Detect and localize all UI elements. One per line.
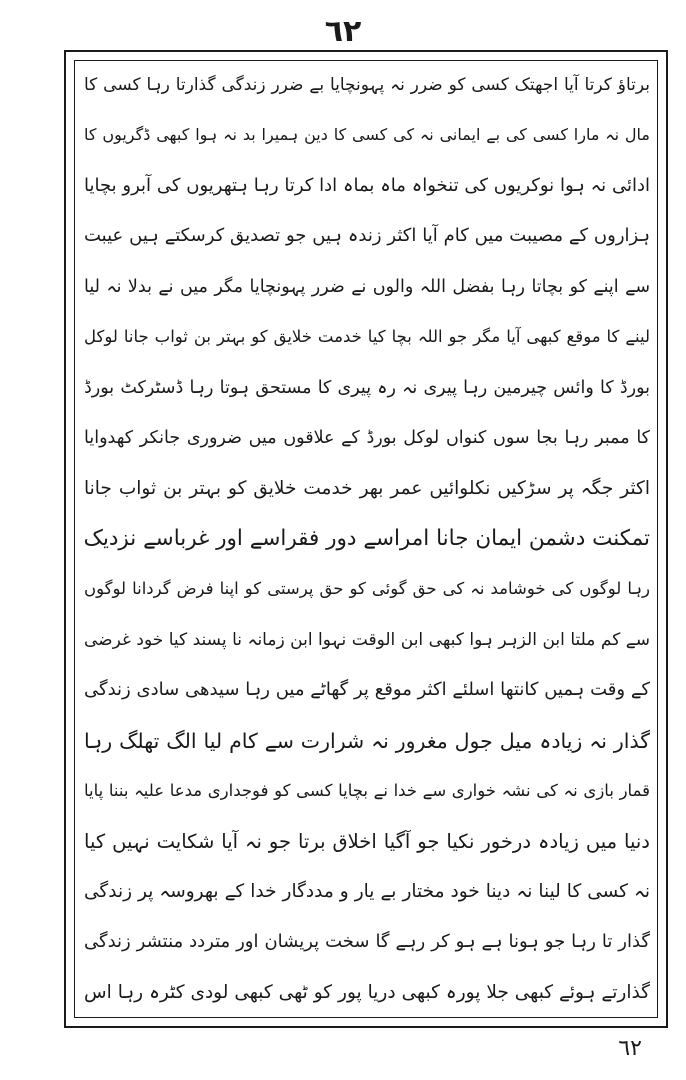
text-line: گذار نہ زیادہ میل جول مغرور نہ شرارت سے کام لیا الگ تھلگ رہا [84, 728, 650, 753]
text-line: دنیا میں زیادہ درخور نکیا جو آگیا اخلاق برتا جو نہ آیا شکایت نہیں کیا [84, 829, 650, 853]
body-text [84, 64, 650, 1014]
text-line: بورڈ کا وائس چیرمین رہا پیری نہ رہ پیری کا مستحق ہوتا رہا ڈسٹرکٹ بورڈ [84, 377, 650, 398]
text-line: گذارتے ہوئے کبھی جلا پورہ کبھی دریا پور کو ٹھی کبھی لودی کٹرہ رہا اس [84, 981, 650, 1003]
text-line: سے کم ملتا ابن الزہر ہوا کبھی ابن الوقت نہوا ابن زمانہ نا پسند کیا خود غرضی [84, 629, 650, 650]
text-line: قمار بازی نہ کی نشہ خواری سے خدا نے بچایا کسی کو فوجداری مدعا علیہ بننا پایا [84, 781, 650, 801]
text-line: رہا لوگوں کی خوشامد نہ کی حق گوئی کو حق پرستی کو اپنا فرض گردانا لوگوں [84, 579, 650, 599]
text-line: گذار تا رہا جو ہونا ہے ہو کر رہے گا سخت پریشان اور متردد منتشر زندگی [84, 931, 650, 953]
text-line: کا ممبر رہا بجا سوں کنواں لوکل بورڈ کے علاقوں میں ضروری جانکر کھدوایا [84, 428, 650, 449]
text-line: برتاؤ کرتا آیا اجھتک کسی کو ضرر نہ پہونچایا بے ضرر زندگی گذارتا رہا کسی کا [84, 75, 650, 95]
text-line: ادائی نہ ہوا نوکریوں کی تنخواہ ماہ بماہ ادا کرتا رہا ہتھریوں کی آبرو بچایا [84, 174, 650, 196]
text-line: نہ کسی کا لینا نہ دینا خود مختار بے یار و مددگار خدا کے بھروسہ پر زندگی [84, 881, 650, 902]
text-line: ہزاروں کے مصیبت میں کام آیا اکثر زندہ ہیں جو تصدیق کرسکتے ہیں عیبت [84, 225, 650, 247]
text-line: مال نہ مارا کسی کی بے ایمانی نہ کی کسی کا دین ہمیرا بد نہ ہوا کبھی ڈگریوں کا [84, 125, 650, 145]
text-line: تمکنت دشمن ایمان جانا امراسے دور فقراسے اور غرباسے نزدیک [84, 525, 650, 551]
text-line: اکثر جگہ پر سڑکیں نکلوائیں عمر بھر خدمت خلایق کو بہتر بن ثواب جانا [84, 477, 650, 499]
text-line: لینے کا موقع کبھی آیا مگر جو اللہ بچا کیا خدمت خلایق کو بہتر بن ثواب جانا لوکل [84, 327, 650, 347]
text-line: سے اپنے کو بچاتا رہا بفضل اللہ والوں نے ضرر پہونچایا مگر میں نے بدلا نہ لیا [84, 276, 650, 297]
page-number-bottom: ٦٢ [618, 1036, 642, 1061]
page-number-top: ٦٢ [324, 14, 362, 49]
text-line: کے وقت ہمیں کانتھا اسلئے اکثر موقع پر گھاٹے میں رہا سیدھی سادی زندگی [84, 679, 650, 701]
